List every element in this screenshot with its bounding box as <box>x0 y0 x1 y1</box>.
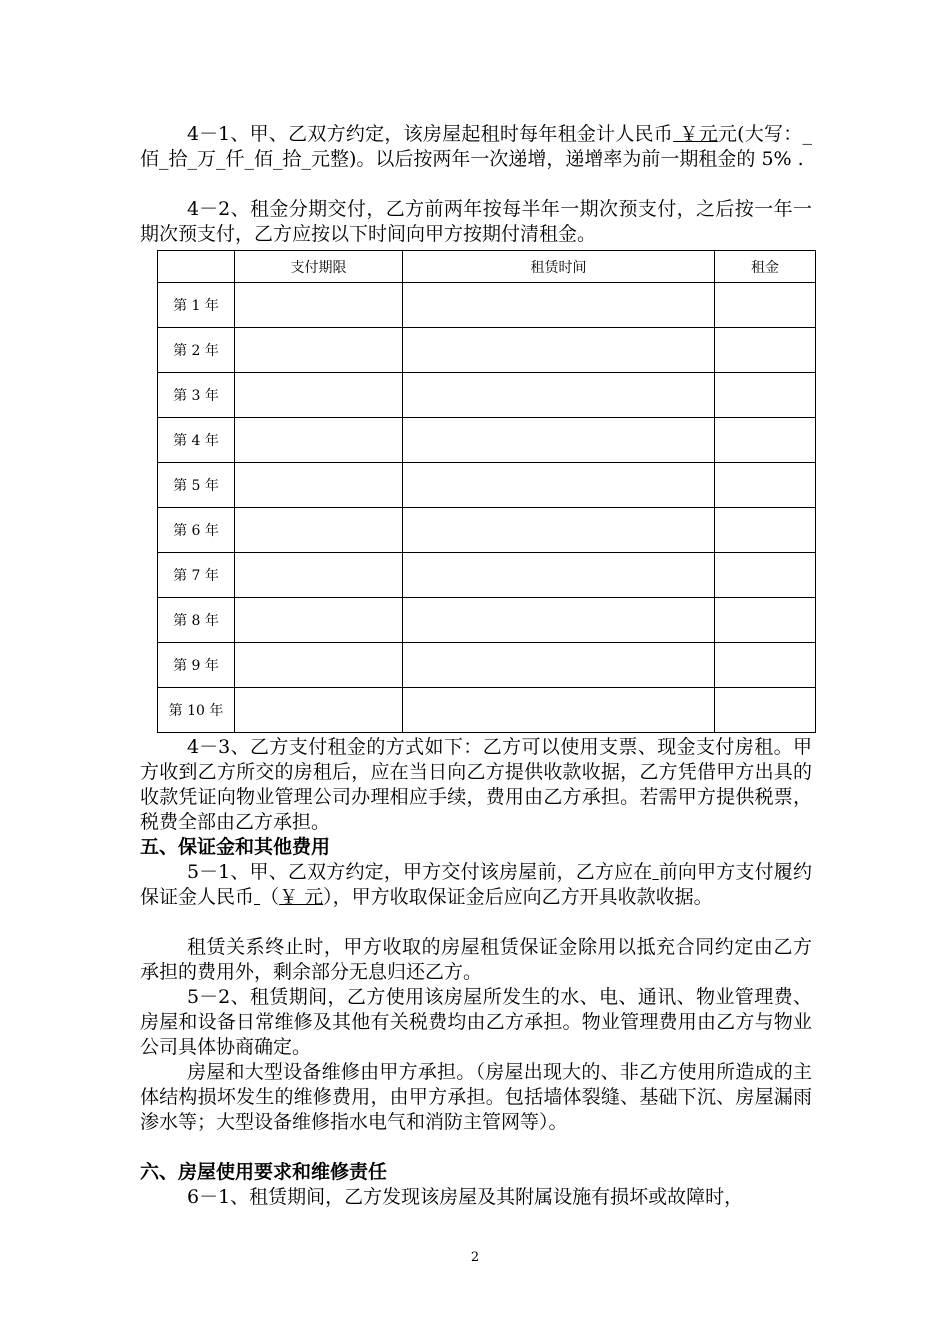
payment-period-cell <box>235 598 403 643</box>
clause-5-1-text-end: ），甲方收取保证金后应向乙方开具收款收据。 <box>323 886 713 908</box>
payment-period-cell <box>235 463 403 508</box>
rent-cell <box>715 328 816 373</box>
year-label: 第 9 年 <box>158 643 235 688</box>
year-label: 第 3 年 <box>158 373 235 418</box>
rent-schedule-table <box>157 250 816 733</box>
table-row <box>158 373 816 418</box>
rent-cell <box>715 553 816 598</box>
lease-time-cell <box>403 283 715 328</box>
payment-period-cell <box>235 373 403 418</box>
lease-time-cell <box>403 553 715 598</box>
table-row <box>158 508 816 553</box>
lease-time-cell <box>403 418 715 463</box>
rent-cell <box>715 283 816 328</box>
lease-time-cell <box>403 643 715 688</box>
lease-time-cell <box>403 688 715 733</box>
clause-4-1 <box>140 122 812 172</box>
table-row <box>158 598 816 643</box>
rent-cell <box>715 508 816 553</box>
table-row <box>158 283 816 328</box>
open-paren: （ <box>260 886 280 908</box>
table-row <box>158 688 816 733</box>
lease-time-cell <box>403 463 715 508</box>
year-label: 第 1 年 <box>158 283 235 328</box>
clause-5-1 <box>140 860 812 910</box>
section-5-heading: 五、保证金和其他费用 <box>140 836 331 858</box>
rent-amount-blank: ￥ <box>673 123 699 145</box>
rent-cell <box>715 418 816 463</box>
deposit-amount-blank: ￥ 元 <box>279 886 324 908</box>
lease-time-cell <box>403 508 715 553</box>
year-label: 第 4 年 <box>158 418 235 463</box>
clause-5-2: 5－2、租赁期间，乙方使用该房屋所发生的水、电、通讯、物业管理费、房屋和设备日常维修及其他有关税费均由乙方承担。物业管理费用由乙方与物业公司具体协商确定。 <box>140 986 812 1058</box>
payment-period-cell <box>235 328 403 373</box>
clause-5-1-text-cont: 前向甲方支付履约保证金人民币 <box>140 861 812 908</box>
payment-period-cell <box>235 688 403 733</box>
lease-time-cell <box>403 328 715 373</box>
clause-4-3: 4－3、乙方支付租金的方式如下：乙方可以使用支票、现金支付房租。甲方收到乙方所交的房租后，应在当日向乙方提供收款收据，乙方凭借甲方出具的收款凭证向物业管理公司办理相应手续，费用由乙方承担。若需甲方提供税票，税费全部由乙方承担。 <box>140 736 812 833</box>
table-row <box>158 328 816 373</box>
rent-cell <box>715 643 816 688</box>
payment-period-cell <box>235 283 403 328</box>
rent-cell <box>715 688 816 733</box>
section-6-heading: 六、房屋使用要求和维修责任 <box>140 1161 388 1183</box>
clause-4-1-text: 4－1、甲、乙双方约定，该房屋起租时每年租金计人民币 <box>187 123 674 145</box>
year-label: 第 10 年 <box>158 688 235 733</box>
table-row <box>158 643 816 688</box>
payment-period-cell <box>235 418 403 463</box>
year-label: 第 6 年 <box>158 508 235 553</box>
table-row <box>158 418 816 463</box>
header-blank <box>158 251 235 283</box>
table-row <box>158 463 816 508</box>
payment-period-cell <box>235 508 403 553</box>
rent-cell <box>715 463 816 508</box>
header-lease-time: 租赁时间 <box>403 251 715 283</box>
year-label: 第 2 年 <box>158 328 235 373</box>
rent-cell <box>715 373 816 418</box>
major-repair-paragraph: 房屋和大型设备维修由甲方承担。（房屋出现大的、非乙方使用所造成的主体结构损坏发生的维修费用，由甲方承担。包括墙体裂缝、基础下沉、房屋漏雨渗水等；大型设备维修指水电气和消防主管网等）。 <box>140 1061 812 1133</box>
header-payment-period: 支付期限 <box>235 251 403 283</box>
rent-cell <box>715 598 816 643</box>
lease-time-cell <box>403 598 715 643</box>
header-rent: 租金 <box>715 251 816 283</box>
page-number: 2 <box>470 1250 480 1265</box>
payment-period-cell <box>235 643 403 688</box>
year-label: 第 8 年 <box>158 598 235 643</box>
payment-period-cell <box>235 553 403 598</box>
year-label: 第 5 年 <box>158 463 235 508</box>
clause-5-1-text: 5－1、甲、乙双方约定，甲方交付该房屋前，乙方应在 <box>187 861 653 883</box>
deposit-refund-paragraph: 租赁关系终止时，甲方收取的房屋租赁保证金除用以抵充合同约定由乙方承担的费用外，剩余部分无息归还乙方。 <box>140 936 812 983</box>
clause-6-1: 6－1、租赁期间，乙方发现该房屋及其附属设施有损坏或故障时， <box>187 1186 744 1208</box>
year-label: 第 7 年 <box>158 553 235 598</box>
yuan-unit: 元 <box>698 123 718 145</box>
clause-4-1-text-cont: 元(大写：_佰_拾_万_仟_佰_拾_元整)。以后按两年一次递增，递增率为前一期租金的 5% . <box>140 123 812 170</box>
table-header-row <box>158 251 816 283</box>
clause-4-2: 4－2、租金分期交付，乙方前两年按每半年一期次预支付，之后按一年一期次预支付，乙方应按以下时间向甲方按期付清租金。 <box>140 198 812 245</box>
lease-time-cell <box>403 373 715 418</box>
table-row <box>158 553 816 598</box>
